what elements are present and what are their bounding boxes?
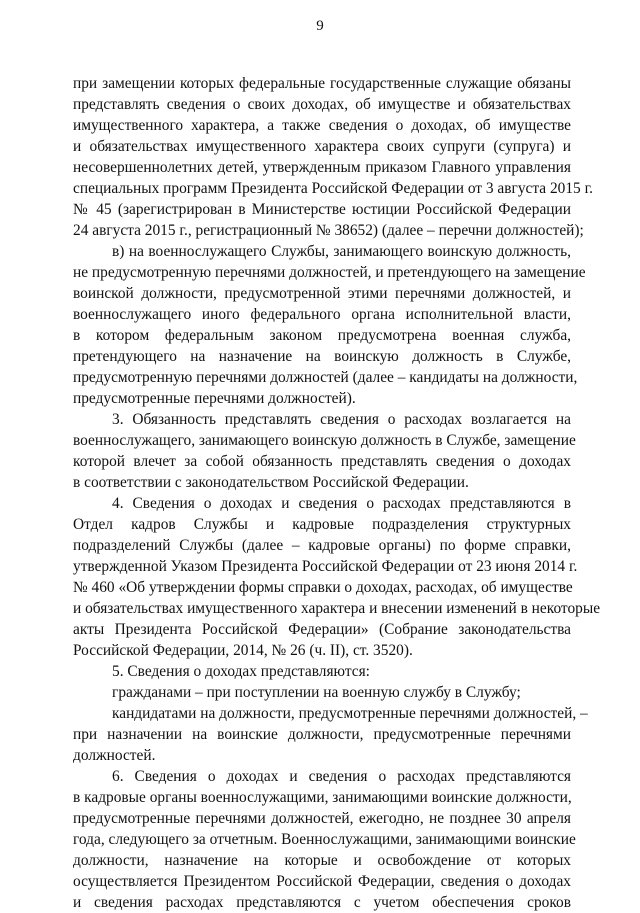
text-line: имущественного характера, а также сведения о доходах, об имуществе xyxy=(73,117,571,134)
text-line: должности, назначение на которые и освобождение от которых xyxy=(73,852,571,869)
text-line: 6. Сведения о доходах и сведения о расходах представляются xyxy=(112,768,571,785)
text-line: акты Президента Российской Федерации» (Собрание законодательства xyxy=(73,621,571,638)
page-number: 9 xyxy=(316,18,324,34)
text-line: 3. Обязанность представлять сведения о расходах возлагается на xyxy=(112,411,571,428)
text-line: в кадровые органы военнослужащими, занимающими воинские должности, xyxy=(73,789,572,806)
text-line: подразделений Службы (далее – кадровые органы) по форме справки, xyxy=(73,537,571,554)
text-line: специальных программ Президента Российской Федерации от 3 августа 2015 г. xyxy=(73,180,594,197)
text-line: предусмотренные перечнями должностей). xyxy=(73,390,356,407)
text-line: и обязательствах имущественного характера своих супруги (супруга) и xyxy=(73,138,571,155)
text-line: предусмотренные перечнями должностей, ежегодно, не позднее 30 апреля xyxy=(73,810,571,827)
text-line: должностей. xyxy=(73,747,156,764)
text-line: в) на военнослужащего Службы, занимающего воинскую должность, xyxy=(112,243,571,260)
text-line: несовершеннолетних детей, утвержденным приказом Главного управления xyxy=(73,159,571,176)
text-line: Отдел кадров Службы и кадровые подразделения структурных xyxy=(73,516,571,533)
text-line: 24 августа 2015 г., регистрационный № 38652) (далее – перечни должностей); xyxy=(73,222,584,239)
text-line: при замещении которых федеральные государственные служащие обязаны xyxy=(73,75,571,92)
text-line: военнослужащего, занимающего воинскую должность в Службе, замещение xyxy=(73,432,576,449)
text-line: воинской должности, предусмотренной этими перечнями должностей, и xyxy=(73,285,571,302)
text-line: претендующего на назначение на воинскую должность в Службе, xyxy=(73,348,571,365)
text-line: в котором федеральным законом предусмотрена военная служба, xyxy=(73,327,571,344)
text-line: при назначении на воинские должности, предусмотренные перечнями xyxy=(73,726,571,743)
text-line: предусмотренную перечнями должностей (далее – кандидаты на должности, xyxy=(73,369,578,386)
text-line: гражданами – при поступлении на военную службу в Службу; xyxy=(112,684,521,701)
text-line: Российской Федерации, 2014, № 26 (ч. II), ст. 3520). xyxy=(73,642,413,659)
text-line: утвержденной Указом Президента Российской Федерации от 23 июня 2014 г. xyxy=(73,558,578,575)
text-line: и обязательствах имущественного характера и внесении изменений в некоторые xyxy=(73,600,601,617)
text-line: осуществляется Президентом Российской Федерации, сведения о доходах xyxy=(73,873,571,890)
text-line: в соответствии с законодательством Российской Федерации. xyxy=(73,474,469,491)
text-line: и сведения расходах представляются с учетом обеспечения сроков xyxy=(73,894,571,911)
text-line: 5. Сведения о доходах представляются: xyxy=(112,663,370,680)
text-line: 4. Сведения о доходах и сведения о расходах представляются в xyxy=(112,495,571,512)
text-line: представлять сведения о своих доходах, об имуществе и обязательствах xyxy=(73,96,571,113)
text-line: не предусмотренную перечнями должностей, и претендующего на замещение xyxy=(73,264,586,281)
text-line: № 45 (зарегистрирован в Министерстве юстиции Российской Федерации xyxy=(73,201,571,218)
text-line: военнослужащего иного федерального органа исполнительной власти, xyxy=(73,306,571,323)
text-line: года, следующего за отчетным. Военнослужащими, занимающими воинские xyxy=(73,831,576,848)
text-line: № 460 «Об утверждении формы справки о доходах, расходах, об имуществе xyxy=(73,579,573,596)
text-line: кандидатами на должности, предусмотренные перечнями должностей, – xyxy=(112,705,588,722)
text-line: которой влечет за собой обязанность представлять сведения о доходах xyxy=(73,453,571,470)
